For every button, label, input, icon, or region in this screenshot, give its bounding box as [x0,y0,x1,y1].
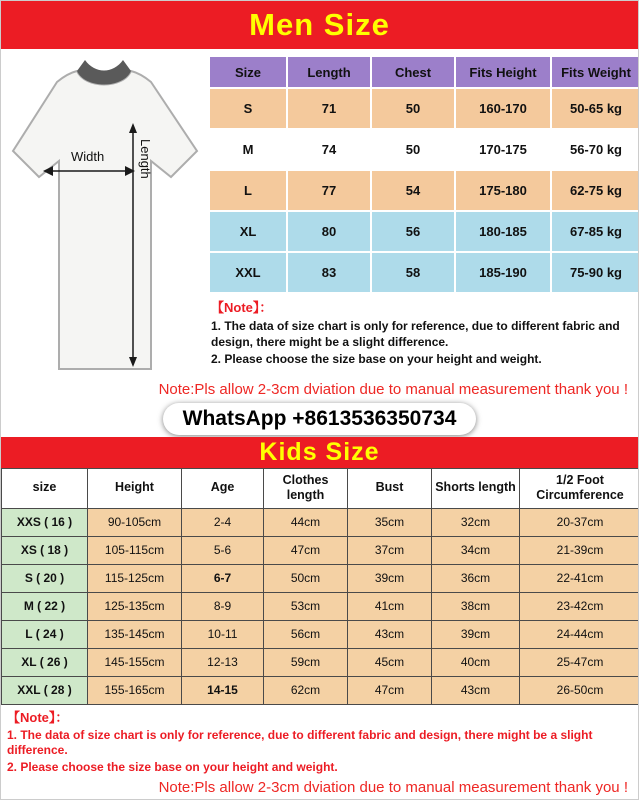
men-table-cell: 77 [287,170,371,211]
kids-table-cell: 45cm [348,648,432,676]
kids-table-row [2,564,639,592]
men-table-cell: 56-70 kg [551,129,639,170]
kids-table-cell: 50cm [264,564,348,592]
whatsapp-contact: WhatsApp +8613536350734 [163,403,477,435]
kids-table-row [2,536,639,564]
men-table-cell: 83 [287,252,371,293]
kids-note-label: 【Note】： [7,709,69,725]
men-table-row [209,88,639,129]
men-column-header: Size [209,56,287,88]
width-label: Width [71,149,105,164]
kids-column-header: 1/2 Foot Circumference [520,468,639,508]
men-size-title: Men Size [249,7,390,42]
kids-table-body [2,508,639,704]
kids-table-cell: 44cm [264,508,348,536]
tshirt-outline-icon [13,71,197,369]
kids-table-cell: 155-165cm [88,676,182,704]
kids-table-cell: 37cm [348,536,432,564]
kids-table-cell: XS ( 18 ) [2,536,88,564]
kids-table-cell: 41cm [348,592,432,620]
men-column-header: Length [287,56,371,88]
kids-table-cell: 40cm [432,648,520,676]
kids-column-header: Shorts length [432,468,520,508]
men-column-header: Fits Height [455,56,551,88]
kids-table-cell: 39cm [432,620,520,648]
kids-table-cell: 26-50cm [520,676,639,704]
men-table-cell: 54 [371,170,455,211]
kids-column-header: Height [88,468,182,508]
men-table-body [209,88,639,293]
men-note-line-1: 1. The data of size chart is only for reference, due to different fabric and design, there might be a slight difference. [211,318,620,349]
kids-table-cell: M ( 22 ) [2,592,88,620]
kids-table-cell: 8-9 [182,592,264,620]
kids-table-cell: 6-7 [182,564,264,592]
kids-table-cell: 115-125cm [88,564,182,592]
kids-table-cell: S ( 20 ) [2,564,88,592]
men-table-cell: L [209,170,287,211]
kids-size-title: Kids Size [259,437,380,466]
kids-table-cell: XXS ( 16 ) [2,508,88,536]
kids-table-cell: 10-11 [182,620,264,648]
men-table-cell: 50 [371,88,455,129]
kids-table-row [2,648,639,676]
kids-table-row [2,676,639,704]
men-column-header: Fits Weight [551,56,639,88]
men-table-cell: XXL [209,252,287,293]
kids-deviation-note: Note:Pls allow 2-3cm dviation due to manual measurement thank you ! [158,779,628,797]
men-table-cell: 160-170 [455,88,551,129]
length-label: Length [138,139,153,179]
kids-table-cell: 35cm [348,508,432,536]
kids-table-cell: 34cm [432,536,520,564]
men-size-banner [1,1,638,49]
men-table-cell: 50-65 kg [551,88,639,129]
men-table-row [209,129,639,170]
kids-table-cell: 47cm [264,536,348,564]
men-size-table [208,55,639,294]
men-table-cell: XL [209,211,287,252]
kids-table-cell: 105-115cm [88,536,182,564]
kids-table-cell: 43cm [432,676,520,704]
kids-table-cell: 53cm [264,592,348,620]
kids-table-cell: XXL ( 28 ) [2,676,88,704]
kids-table-cell: 135-145cm [88,620,182,648]
men-table-cell: S [209,88,287,129]
kids-table-cell: 12-13 [182,648,264,676]
men-table-cell: 80 [287,211,371,252]
kids-table-cell: 47cm [348,676,432,704]
men-table-header-row [209,56,639,88]
kids-table-cell: 5-6 [182,536,264,564]
kids-table-cell: 20-37cm [520,508,639,536]
kids-table-cell: 22-41cm [520,564,639,592]
kids-column-header: Clothes length [264,468,348,508]
kids-table-cell: 38cm [432,592,520,620]
men-table-row [209,252,639,293]
men-table-cell: M [209,129,287,170]
men-table-cell: 180-185 [455,211,551,252]
kids-size-table [1,468,639,705]
kids-table-cell: 36cm [432,564,520,592]
kids-column-header: size [2,468,88,508]
kids-table-cell: 25-47cm [520,648,639,676]
kids-table-cell: 125-135cm [88,592,182,620]
men-table-cell: 170-175 [455,129,551,170]
men-section [1,49,638,379]
men-table-row [209,211,639,252]
men-deviation-note: Note:Pls allow 2-3cm dviation due to manual measurement thank you ! [158,381,628,398]
men-table-cell: 175-180 [455,170,551,211]
kids-table-cell: 145-155cm [88,648,182,676]
kids-table-cell: 90-105cm [88,508,182,536]
men-note-line-2: 2. Please choose the size base on your height and weight. [211,351,542,366]
kids-note-line-1: 1. The data of size chart is only for reference, due to different fabric and design, there might be a slight difference. [7,727,593,758]
kids-table-cell: L ( 24 ) [2,620,88,648]
kids-table-cell: 39cm [348,564,432,592]
men-table-cell: 74 [287,129,371,170]
men-table-row [209,170,639,211]
kids-table-row [2,592,639,620]
tshirt-diagram-svg [1,49,208,378]
kids-notes [1,705,638,778]
men-table-cell: 71 [287,88,371,129]
kids-table-cell: 14-15 [182,676,264,704]
kids-table-cell: 43cm [348,620,432,648]
men-table-cell: 58 [371,252,455,293]
men-table-cell: 75-90 kg [551,252,639,293]
kids-column-header: Age [182,468,264,508]
kids-table-header-row [2,468,639,508]
men-table-cell: 56 [371,211,455,252]
kids-table-cell: 21-39cm [520,536,639,564]
kids-size-banner [1,437,638,468]
kids-table-cell: 62cm [264,676,348,704]
kids-table-cell: XL ( 26 ) [2,648,88,676]
kids-table-cell: 24-44cm [520,620,639,648]
kids-table-row [2,620,639,648]
kids-table-cell: 32cm [432,508,520,536]
kids-table-row [2,508,639,536]
men-note-label: 【Note】： [211,300,273,315]
men-notes [208,294,639,367]
kids-table-cell: 23-42cm [520,592,639,620]
kids-note-line-2: 2. Please choose the size base on your height and weight. [7,759,338,774]
men-column-header: Chest [371,56,455,88]
kids-table-cell: 56cm [264,620,348,648]
men-table-cell: 50 [371,129,455,170]
men-table-column [208,49,639,379]
men-table-cell: 67-85 kg [551,211,639,252]
kids-table-cell: 2-4 [182,508,264,536]
men-table-cell: 185-190 [455,252,551,293]
men-table-cell: 62-75 kg [551,170,639,211]
tshirt-measurement-diagram [1,49,208,379]
kids-column-header: Bust [348,468,432,508]
kids-table-cell: 59cm [264,648,348,676]
